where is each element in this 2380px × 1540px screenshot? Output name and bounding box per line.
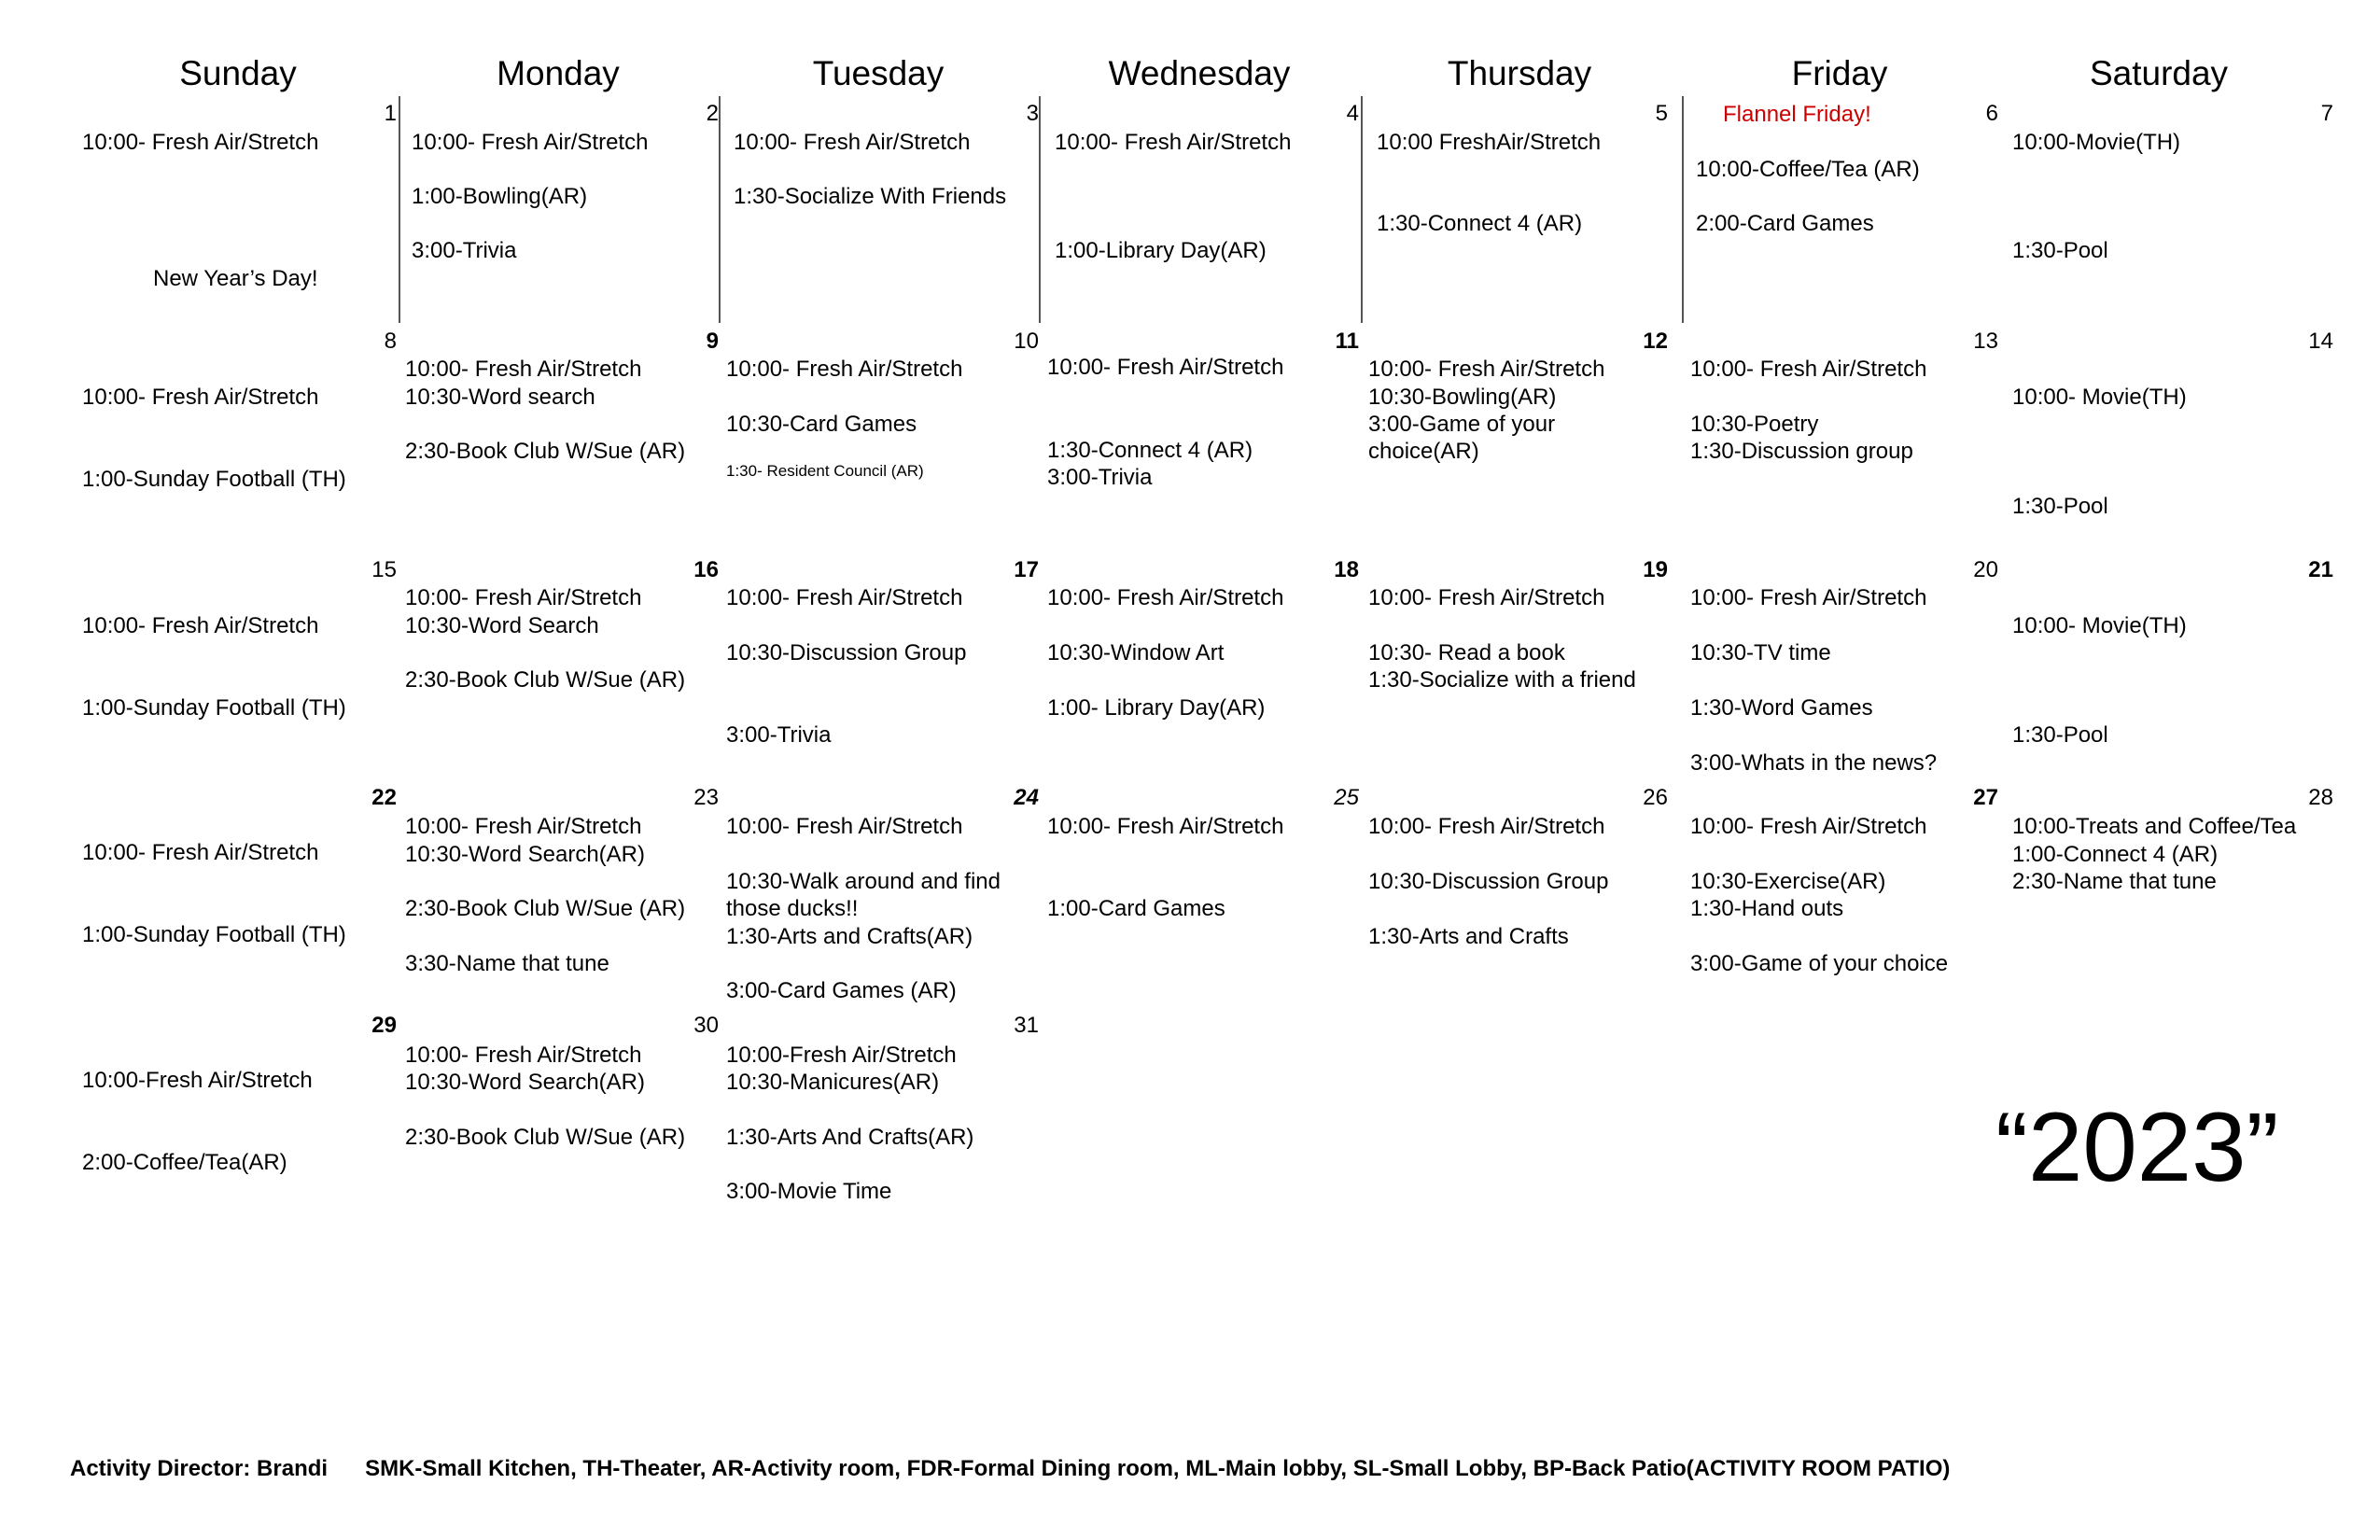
event-item: those ducks!! (726, 896, 859, 921)
event-item: 10:30-Discussion Group (726, 640, 967, 665)
day-header-tuesday: Tuesday (812, 54, 945, 92)
event-item: 10:30-Discussion Group (1368, 869, 1609, 894)
day-number: 25 (1334, 785, 1359, 810)
event-item: 10:00- Fresh Air/Stretch (1690, 357, 1927, 382)
day-header-saturday: Saturday (2089, 54, 2229, 92)
day-number: 11 (1335, 329, 1359, 354)
event-item: choice(AR) (1368, 439, 1479, 464)
event-item: 10:00- Fresh Air/Stretch (1690, 585, 1927, 610)
event-item: 3:00-Trivia (1047, 465, 1153, 490)
day-number: 8 (384, 329, 397, 354)
event-item: 1:30-Word Games (1690, 695, 1873, 721)
divider-line (719, 96, 721, 323)
event-item: 2:30-Book Club W/Sue (AR) (405, 439, 686, 464)
event-item: 1:30-Socialize with a friend (1368, 667, 1636, 693)
day-number: 21 (2308, 557, 2333, 582)
event-item: 10:00- Movie(TH) (2012, 613, 2187, 638)
day-number: 29 (371, 1013, 397, 1038)
day-header-sunday: Sunday (179, 54, 297, 92)
event-item: 1:00-Bowling(AR) (412, 184, 588, 209)
event-item: 1:30-Socialize With Friends (734, 184, 1007, 209)
event-item: 1:00-Sunday Football (TH) (82, 467, 346, 492)
event-item: 2:00-Coffee/Tea(AR) (82, 1150, 287, 1175)
event-item: 10:00- Fresh Air/Stretch (405, 1043, 642, 1068)
event-item: 10:00- Fresh Air/Stretch (82, 613, 319, 638)
event-item: 10:30- Read a book (1368, 640, 1565, 665)
event-item: 10:00- Movie(TH) (2012, 385, 2187, 410)
event-item: 1:30-Connect 4 (AR) (1047, 438, 1253, 463)
day-number: 10 (1014, 329, 1039, 354)
event-item: 3:00-Game of your choice (1690, 951, 1949, 976)
day-header-friday: Friday (1791, 54, 1888, 92)
event-item: 2:30-Book Club W/Sue (AR) (405, 1125, 686, 1150)
event-item: 10:00- Fresh Air/Stretch (1047, 355, 1284, 380)
event-item: 10:00- Fresh Air/Stretch (405, 357, 642, 382)
event-item: 3:30-Name that tune (405, 951, 609, 976)
event-item: 1:00- Library Day(AR) (1047, 695, 1266, 721)
event-item: 10:00 FreshAir/Stretch (1377, 130, 1602, 155)
event-item: 1:30- Resident Council (AR) (726, 462, 924, 480)
event-item: 10:00- Fresh Air/Stretch (82, 130, 319, 155)
event-item: 10:00- Fresh Air/Stretch (726, 814, 963, 839)
day-number: 28 (2308, 785, 2333, 810)
day-number: 2 (706, 101, 719, 126)
event-item: 1:30-Pool (2012, 238, 2108, 263)
event-item: 10:00- Fresh Air/Stretch (1047, 585, 1284, 610)
day-number: 1 (384, 101, 397, 126)
event-item: 10:00-Fresh Air/Stretch (726, 1043, 957, 1068)
day-number: 7 (2320, 101, 2333, 126)
event-item: 3:00-Trivia (726, 722, 832, 748)
event-item: 2:30-Book Club W/Sue (AR) (405, 896, 686, 921)
day-header-thursday: Thursday (1447, 54, 1592, 92)
event-item: 1:30-Hand outs (1690, 896, 1844, 921)
day-number: 16 (693, 557, 719, 582)
day-number: 4 (1346, 101, 1359, 126)
event-item: 1:30-Arts And Crafts(AR) (726, 1125, 974, 1150)
event-item: 10:00- Fresh Air/Stretch (1055, 130, 1292, 155)
holiday-label: New Year’s Day! (153, 266, 318, 291)
event-item: 10:30-TV time (1690, 640, 1831, 665)
event-item: 2:00-Card Games (1696, 211, 1874, 236)
day-number: 24 (1014, 785, 1039, 810)
day-number: 19 (1643, 557, 1668, 582)
event-item: 10:00- Fresh Air/Stretch (1368, 357, 1605, 382)
location-legend: SMK-Small Kitchen, TH-Theater, AR-Activity room, FDR-Formal Dining room, ML-Main lobby, SL-Small Lobby, BP-Back Patio(ACTIVITY ROOM PATIO) (365, 1456, 1951, 1481)
event-item: 10:30-Exercise(AR) (1690, 869, 1886, 894)
event-item: 10:30-Bowling(AR) (1368, 385, 1557, 410)
event-item: 10:00-Movie(TH) (2012, 130, 2181, 155)
divider-line (1361, 96, 1363, 323)
day-number: 15 (371, 557, 397, 582)
day-number: 22 (371, 785, 397, 810)
event-item: 10:00- Fresh Air/Stretch (1368, 585, 1605, 610)
event-item: 3:00-Card Games (AR) (726, 978, 957, 1003)
event-item: 10:30-Poetry (1690, 412, 1819, 437)
event-item: 10:30-Card Games (726, 412, 917, 437)
event-item: 1:00-Card Games (1047, 896, 1225, 921)
event-item: 10:30-Window Art (1047, 640, 1225, 665)
event-item: 10:00- Fresh Air/Stretch (1690, 814, 1927, 839)
event-item: 3:00-Movie Time (726, 1179, 892, 1204)
day-header-wednesday: Wednesday (1108, 54, 1291, 92)
day-number: 31 (1014, 1013, 1039, 1038)
event-item: 10:00- Fresh Air/Stretch (726, 357, 963, 382)
event-item: 10:30-Manicures(AR) (726, 1070, 940, 1095)
event-item: 1:30-Arts and Crafts (1368, 924, 1569, 949)
event-item: 2:30-Name that tune (2012, 869, 2217, 894)
day-number: 27 (1973, 785, 1998, 810)
event-item: 1:30-Arts and Crafts(AR) (726, 924, 973, 949)
divider-line (399, 96, 400, 323)
event-item: 1:00-Sunday Football (TH) (82, 922, 346, 947)
day-number: 13 (1973, 329, 1998, 354)
event-item: 10:30-Word Search(AR) (405, 1070, 645, 1095)
event-item: 10:00- Fresh Air/Stretch (82, 385, 319, 410)
event-item: 3:00-Whats in the news? (1690, 750, 1938, 776)
day-number: 9 (706, 329, 719, 354)
event-item: 10:00- Fresh Air/Stretch (405, 585, 642, 610)
day-number: 14 (2308, 329, 2333, 354)
day-number: 17 (1014, 557, 1039, 582)
event-item: Flannel Friday! (1723, 102, 1871, 127)
event-item: 10:30-Word Search(AR) (405, 842, 645, 867)
day-number: 30 (693, 1013, 719, 1038)
event-item: 10:30-Walk around and find (726, 869, 1001, 894)
day-header-monday: Monday (497, 54, 620, 92)
event-item: 1:00-Library Day(AR) (1055, 238, 1267, 263)
event-item: 1:30-Discussion group (1690, 439, 1913, 464)
day-number: 26 (1643, 785, 1668, 810)
event-item: 10:30-Word Search (405, 613, 599, 638)
year-label: “2023” (1995, 1093, 2279, 1202)
event-item: 3:00-Trivia (412, 238, 517, 263)
event-item: 10:00- Fresh Air/Stretch (1368, 814, 1605, 839)
day-number: 12 (1643, 329, 1668, 354)
event-item: 1:30-Connect 4 (AR) (1377, 211, 1583, 236)
event-item: 1:30-Pool (2012, 722, 2108, 748)
event-item: 10:00-Coffee/Tea (AR) (1696, 157, 1920, 182)
event-item: 1:00-Connect 4 (AR) (2012, 842, 2219, 867)
event-item: 10:00- Fresh Air/Stretch (1047, 814, 1284, 839)
event-item: 10:00- Fresh Air/Stretch (412, 130, 649, 155)
day-number: 6 (1985, 101, 1998, 126)
event-item: 10:00-Treats and Coffee/Tea (2012, 814, 2297, 839)
event-item: 10:00- Fresh Air/Stretch (734, 130, 971, 155)
day-number: 23 (693, 785, 719, 810)
divider-line (1039, 96, 1041, 323)
event-item: 3:00-Game of your (1368, 412, 1556, 437)
footer-legend (70, 1456, 1950, 1482)
day-number: 5 (1655, 101, 1668, 126)
event-item: 10:30-Word search (405, 385, 595, 410)
event-item: 1:30-Pool (2012, 494, 2108, 519)
event-item: 10:00-Fresh Air/Stretch (82, 1068, 313, 1093)
day-number: 3 (1026, 101, 1039, 126)
activity-director: Activity Director: Brandi (70, 1456, 329, 1481)
day-number: 20 (1973, 557, 1998, 582)
event-item: 10:00- Fresh Air/Stretch (726, 585, 963, 610)
day-number: 18 (1334, 557, 1359, 582)
event-item: 10:00- Fresh Air/Stretch (82, 840, 319, 865)
event-item: 10:00- Fresh Air/Stretch (405, 814, 642, 839)
divider-line (1682, 96, 1684, 323)
event-item: 2:30-Book Club W/Sue (AR) (405, 667, 686, 693)
event-item: 1:00-Sunday Football (TH) (82, 695, 346, 721)
